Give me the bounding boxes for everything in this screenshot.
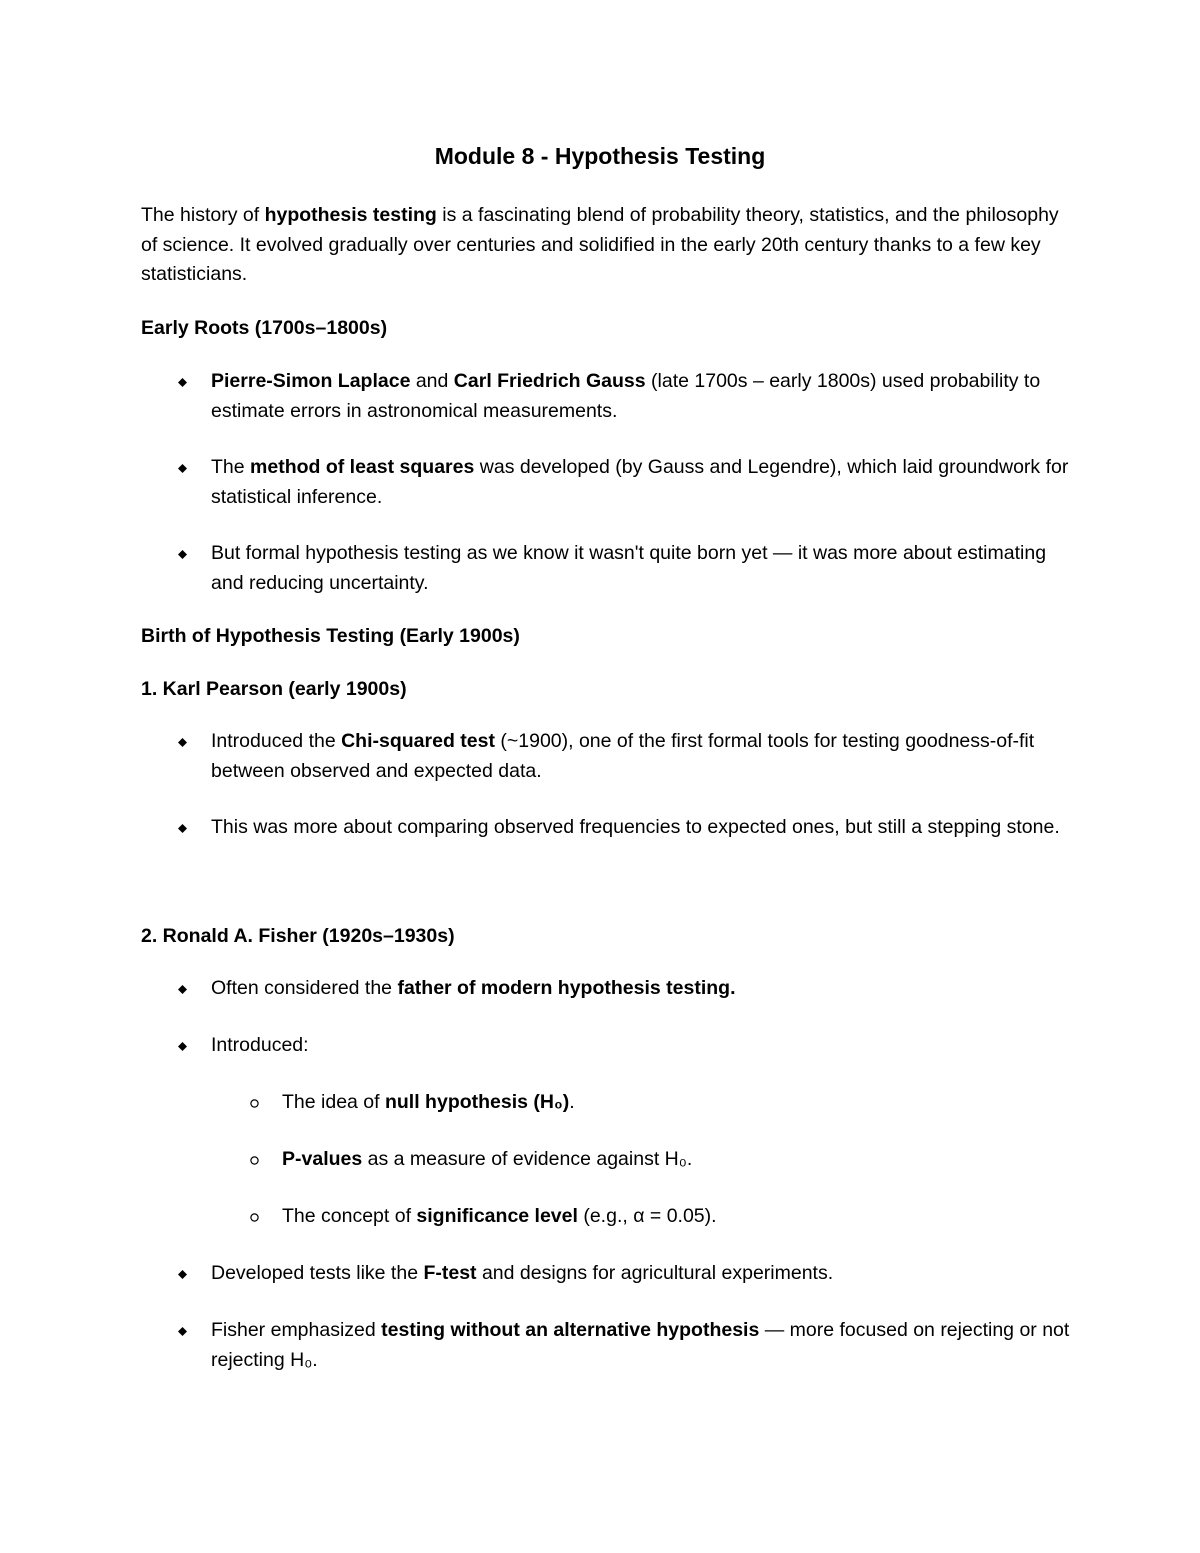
sub-list-item [282, 1088, 1072, 1118]
diamond-bullet-icon [178, 464, 187, 473]
diamond-bullet-icon [178, 1327, 187, 1336]
circle-bullet-icon [250, 1099, 259, 1108]
item-bold: Carl Friedrich Gauss [453, 370, 646, 392]
item-text: as a measure of evidence against H₀. [362, 1148, 693, 1170]
heading-early-roots: Early Roots (1700s–1800s) [141, 317, 388, 339]
item-bold: Chi-squared test [341, 730, 495, 752]
item-text: The concept of [282, 1205, 417, 1227]
heading-fisher: 2. Ronald A. Fisher (1920s–1930s) [141, 925, 455, 947]
item-bold: father of modern hypothesis testing. [397, 977, 736, 999]
item-text: Often considered the [211, 977, 398, 999]
item-text: Introduced the [211, 730, 342, 752]
item-text: — more focused on rejecting or not rejecting H₀. [211, 1319, 1070, 1371]
diamond-bullet-icon [178, 550, 187, 559]
list-item [211, 727, 1071, 786]
sub-list-item [282, 1145, 1072, 1175]
item-text: Fisher emphasized [211, 1319, 382, 1341]
item-text: (late 1700s – early 1800s) used probability to estimate errors in astronomical measurements. [211, 370, 1041, 422]
list-item [211, 813, 1071, 843]
item-text: was developed (by Gauss and Legendre), which laid groundwork for statistical inference. [211, 456, 1069, 508]
list-item [211, 367, 1071, 426]
item-text: and [410, 370, 454, 392]
item-text: Developed tests like the [211, 1262, 424, 1284]
item-text: But formal hypothesis testing as we know it wasn't quite born yet — it was more about estimating and reducing uncertainty. [211, 542, 1047, 594]
item-text: (~1900), one of the first formal tools for testing goodness-of-fit between observed and expected data. [211, 730, 1035, 782]
intro-bold-1: hypothesis testing [264, 204, 437, 226]
diamond-bullet-icon [178, 378, 187, 387]
sub-list-item [282, 1202, 1072, 1232]
item-text: The idea of [282, 1091, 385, 1113]
item-text: This was more about comparing observed frequencies to expected ones, but still a stepping stone. [211, 816, 1060, 838]
circle-bullet-icon [250, 1156, 259, 1165]
list-item [211, 1316, 1071, 1375]
item-bold: significance level [416, 1205, 578, 1227]
list-item [211, 453, 1071, 512]
diamond-bullet-icon [178, 1270, 187, 1279]
list-item [211, 974, 1071, 1004]
page-title: Module 8 - Hypothesis Testing [434, 143, 766, 169]
item-text: . [569, 1091, 575, 1113]
list-item [211, 1259, 1071, 1289]
diamond-bullet-icon [178, 985, 187, 994]
list-item [211, 539, 1071, 598]
item-bold: testing without an alternative hypothesis [381, 1319, 760, 1341]
item-bold: F-test [423, 1262, 477, 1284]
item-text: The [211, 456, 251, 478]
item-bold: method of least squares [250, 456, 475, 478]
item-bold: null hypothesis (H₀) [384, 1091, 570, 1113]
intro-text-2: is a fascinating blend of probability theory, statistics, and the philosophy of science. It evolved gradually over centuries and solidified in the early 20th century thanks to a few key statisticians. [141, 204, 1059, 285]
item-bold: P-values [282, 1148, 363, 1170]
circle-bullet-icon [250, 1213, 259, 1222]
intro-paragraph [141, 201, 1071, 290]
diamond-bullet-icon [178, 1042, 187, 1051]
item-text: Introduced: [211, 1034, 309, 1056]
diamond-bullet-icon [178, 738, 187, 747]
item-text: and designs for agricultural experiments. [476, 1262, 834, 1284]
item-text: (e.g., α = 0.05). [577, 1205, 717, 1227]
item-bold: Pierre-Simon Laplace [211, 370, 411, 392]
heading-pearson: 1. Karl Pearson (early 1900s) [141, 678, 407, 700]
heading-birth: Birth of Hypothesis Testing (Early 1900s) [141, 625, 520, 647]
list-item [211, 1031, 1071, 1061]
diamond-bullet-icon [178, 824, 187, 833]
intro-text-1: The history of [141, 204, 265, 226]
